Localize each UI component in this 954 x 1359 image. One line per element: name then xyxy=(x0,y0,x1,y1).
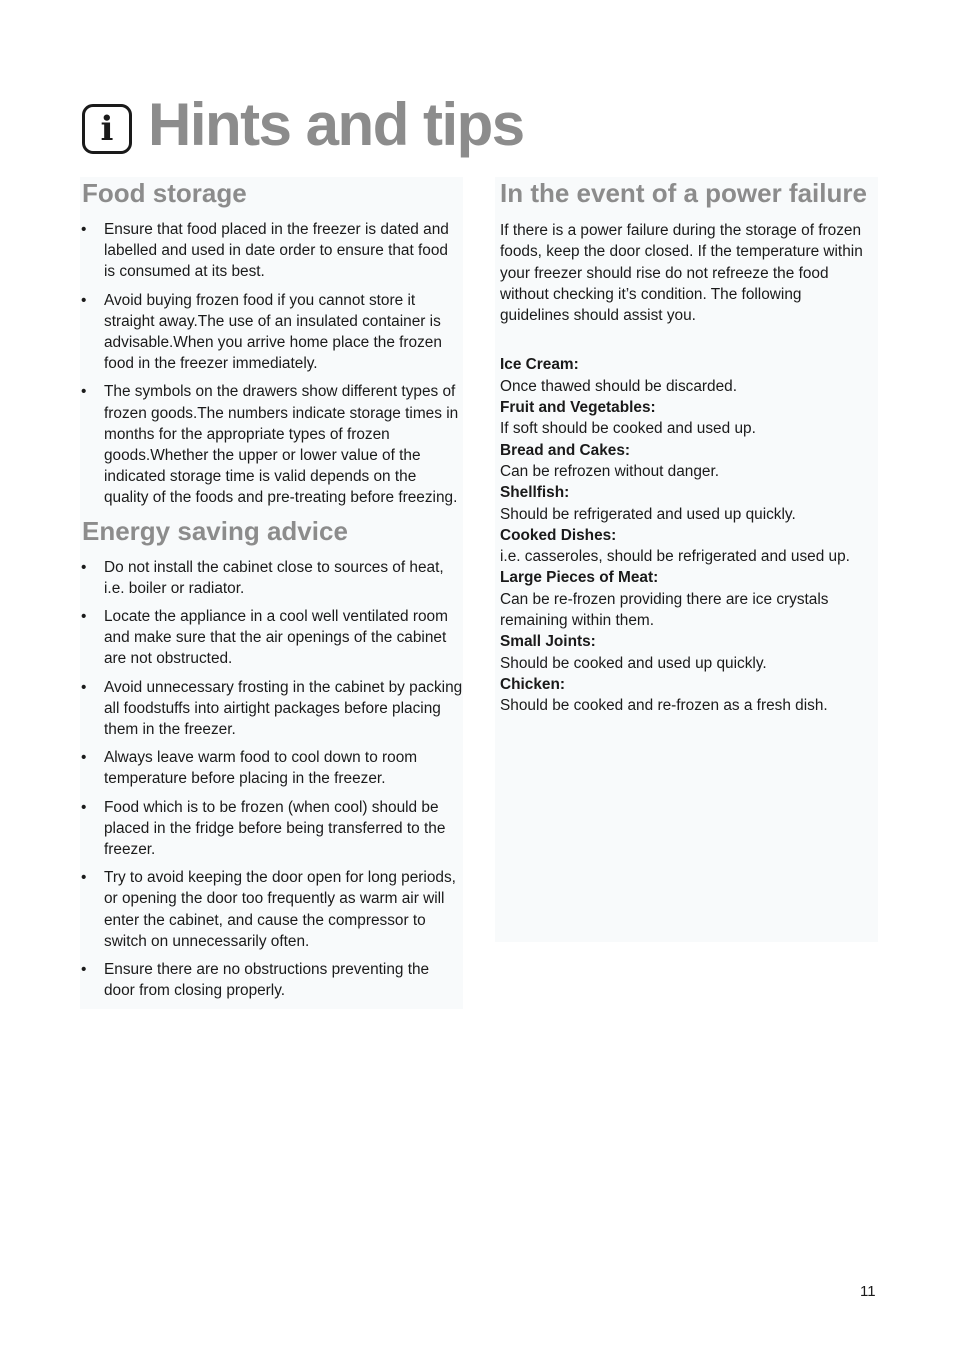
guideline-label: Bread and Cakes: xyxy=(500,441,631,459)
guidelines-list xyxy=(495,354,878,716)
list-item: • Always leave warm food to cool down to room temperature before placing in the freezer. xyxy=(80,747,463,789)
food-storage-section xyxy=(80,177,463,509)
food-storage-list xyxy=(80,219,463,509)
guideline-label: Chicken: xyxy=(500,675,565,693)
guideline-item xyxy=(500,354,878,397)
guideline-label: Fruit and Vegetables: xyxy=(500,399,656,417)
guideline-text: Should be cooked and used up quickly. xyxy=(500,654,767,672)
energy-saving-heading: Energy saving advice xyxy=(82,515,348,546)
list-item: • Avoid buying frozen food if you cannot store it straight away.The use of an insulated container is advisable.When you arrive home place the frozen food in the freezer immediately. xyxy=(80,290,463,375)
guideline-label: Large Pieces of Meat: xyxy=(500,569,659,587)
list-item: • Try to avoid keeping the door open for long periods, or opening the door too frequently as warm air will enter the cabinet, and cause the compressor to switch on unnecessarily often. xyxy=(80,867,463,952)
energy-saving-list xyxy=(80,557,463,1002)
guideline-text: i.e. casseroles, should be refrigerated and used up. xyxy=(500,548,850,566)
guideline-item xyxy=(500,440,878,483)
right-column xyxy=(495,177,878,942)
guideline-item xyxy=(500,482,878,525)
list-item: • Locate the appliance in a cool well ventilated room and make sure that the air openings of the cabinet are not obstructed. xyxy=(80,606,463,670)
power-failure-heading: In the event of a power failure xyxy=(500,178,867,208)
guideline-text: Can be refrozen without danger. xyxy=(500,462,720,480)
list-item: • Do not install the cabinet close to sources of heat, i.e. boiler or radiator. xyxy=(80,557,463,599)
info-icon: i xyxy=(82,104,132,154)
list-item: • Ensure that food placed in the freezer is dated and labelled and used in date order to ensure that food is consumed at its best. xyxy=(80,219,463,283)
guideline-label: Shellfish: xyxy=(500,484,570,502)
guideline-text: Should be cooked and re-frozen as a fresh dish. xyxy=(500,697,828,715)
guideline-label: Ice Cream: xyxy=(500,356,579,374)
food-storage-heading: Food storage xyxy=(82,178,247,208)
list-item: • The symbols on the drawers show different types of frozen goods.The numbers indicate storage times in months for the appropriate types of frozen goods.Whether the upper or lower value of the indicated storage time is valid depends on the quality of the foods and pre-treating before freezing. xyxy=(80,381,463,508)
guideline-item xyxy=(500,567,878,631)
guideline-item xyxy=(500,525,878,568)
guideline-label: Cooked Dishes: xyxy=(500,526,617,544)
page-number: 11 xyxy=(860,1283,876,1300)
guideline-item xyxy=(500,397,878,440)
page-header xyxy=(82,88,524,162)
energy-saving-section xyxy=(80,515,463,1002)
power-failure-section xyxy=(495,177,878,717)
left-column xyxy=(80,177,463,1009)
guideline-text: If soft should be cooked and used up. xyxy=(500,420,756,438)
guideline-item xyxy=(500,631,878,674)
guideline-text: Once thawed should be discarded. xyxy=(500,377,737,395)
guideline-item xyxy=(500,674,878,717)
guideline-label: Small Joints: xyxy=(500,633,596,651)
list-item: • Ensure there are no obstructions preventing the door from closing properly. xyxy=(80,959,463,1001)
list-item: • Food which is to be frozen (when cool) should be placed in the fridge before being transferred to the freezer. xyxy=(80,797,463,861)
list-item: • Avoid unnecessary frosting in the cabinet by packing all foodstuffs into airtight packages before placing them in the freezer. xyxy=(80,677,463,741)
guideline-text: Should be refrigerated and used up quickly. xyxy=(500,505,796,523)
guideline-text: Can be re-frozen providing there are ice crystals remaining within them. xyxy=(500,590,829,630)
power-failure-intro: If there is a power failure during the storage of frozen foods, keep the door closed. If the temperature within your freezer should rise do not refreeze the food without checking it’s condition. The following guidelines should assist you. xyxy=(500,222,863,325)
page-title: Hints and tips xyxy=(148,91,524,158)
